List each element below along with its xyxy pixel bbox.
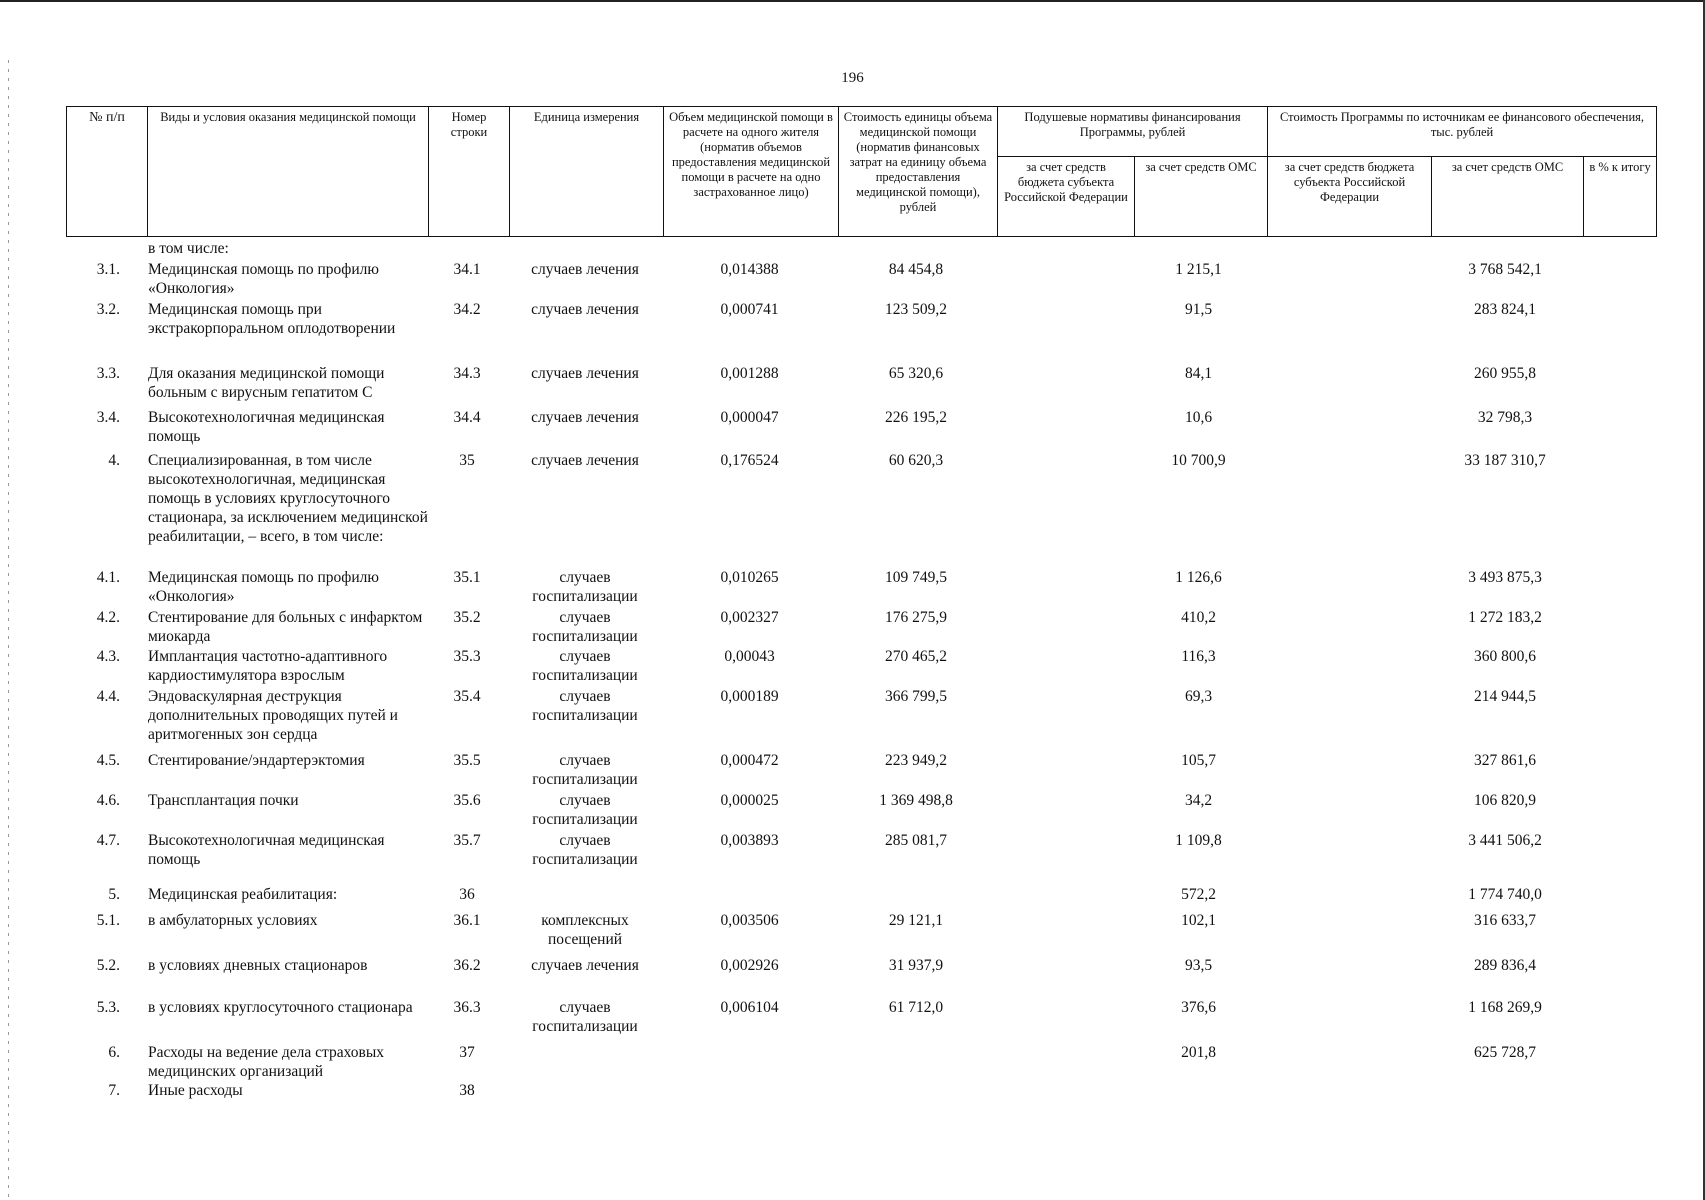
cell-unit: случаев лечения (531, 452, 639, 469)
cell-name: Иные расходы (148, 1082, 243, 1099)
cell-line: 35.7 (453, 832, 481, 849)
cell-name: Специализированная, в том числе высокотехнологичная, медицинская помощь в условиях круглосуточного стационара, за исключением медицинской реабилитации, – всего, в том числе: (148, 452, 428, 545)
cell-prog-oms: 316 633,7 (1474, 912, 1536, 929)
cell-pc-oms: 116,3 (1181, 648, 1216, 665)
cell-volume: 0,014388 (720, 261, 779, 278)
cell-cost: 60 620,3 (888, 452, 944, 469)
subheading: в том числе: (148, 240, 229, 257)
cell-line: 36 (459, 886, 475, 903)
cell-line: 35.2 (453, 609, 481, 626)
cell-name: Трансплантация почки (148, 792, 299, 809)
cell-name: Медицинская реабилитация: (148, 886, 338, 903)
cell-pc-oms: 84,1 (1184, 365, 1213, 382)
header-col-line: Номер строки (429, 107, 510, 237)
cell-unit: случаев госпитализации (532, 609, 638, 645)
cell-prog-oms: 283 824,1 (1474, 301, 1536, 318)
header-col-name: Виды и условия оказания медицинской помощи (148, 107, 429, 237)
cell-pc-oms: 572,2 (1181, 886, 1216, 903)
cell-line: 34.1 (453, 261, 481, 278)
cell-name: Высокотехнологичная медицинская помощь (148, 409, 385, 445)
cell-volume: 0,00043 (724, 648, 775, 665)
cell-unit: случаев госпитализации (532, 792, 638, 828)
cell-num: 5.2. (96, 957, 120, 974)
page-top-edge (0, 0, 1705, 2)
cell-cost: 176 275,9 (885, 609, 947, 626)
cell-line: 34.3 (453, 365, 481, 382)
header-group-per-capita: Подушевые нормативы финансирования Программы, рублей (998, 107, 1268, 157)
cell-num: 3.4. (96, 409, 120, 426)
cell-pc-oms: 102,1 (1181, 912, 1216, 929)
cell-name: в условиях дневных стационаров (148, 957, 368, 974)
cell-num: 4.6. (96, 792, 120, 809)
cell-num: 4.1. (96, 569, 120, 586)
cell-cost: 61 712,0 (888, 999, 944, 1016)
cell-cost: 366 799,5 (885, 688, 947, 705)
cell-volume: 0,176524 (720, 452, 779, 469)
cell-line: 35 (459, 452, 475, 469)
cell-num: 4.2. (96, 609, 120, 626)
cell-pc-oms: 10,6 (1184, 409, 1213, 426)
page-left-edge (8, 60, 9, 1200)
cell-cost: 223 949,2 (885, 752, 947, 769)
cell-num: 5.1. (96, 912, 120, 929)
cell-unit: случаев госпитализации (532, 752, 638, 788)
cell-unit: случаев лечения (531, 261, 639, 278)
cell-pc-oms: 1 215,1 (1175, 261, 1222, 278)
cell-volume: 0,000472 (720, 752, 779, 769)
cell-num: 3.3. (96, 365, 120, 382)
cell-line: 35.5 (453, 752, 481, 769)
cell-num: 3.1. (96, 261, 120, 278)
cell-name: Высокотехнологичная медицинская помощь (148, 832, 385, 868)
cell-pc-oms: 10 700,9 (1171, 452, 1226, 469)
cell-cost: 1 369 498,8 (879, 792, 953, 809)
header-prog-budget: за счет средств бюджета субъекта Российской Федерации (1268, 157, 1432, 237)
cell-prog-oms: 260 955,8 (1474, 365, 1536, 382)
cell-volume: 0,006104 (720, 999, 779, 1016)
cell-pc-oms: 1 126,6 (1175, 569, 1222, 586)
cell-unit: случаев госпитализации (532, 569, 638, 605)
header-pc-budget: за счет средств бюджета субъекта Российской Федерации (998, 157, 1135, 237)
cell-volume: 0,000741 (720, 301, 779, 318)
cell-cost: 270 465,2 (885, 648, 947, 665)
table-header (66, 106, 1657, 237)
cell-num: 7. (108, 1082, 120, 1099)
cell-line: 36.1 (453, 912, 481, 929)
header-group-program-cost: Стоимость Программы по источникам ее финансового обеспечения, тыс. рублей (1268, 107, 1657, 157)
cell-line: 36.3 (453, 999, 481, 1016)
cell-pc-oms: 93,5 (1184, 957, 1213, 974)
cell-num: 3.2. (96, 301, 120, 318)
cell-num: 4. (108, 452, 120, 469)
cell-pc-oms: 69,3 (1184, 688, 1213, 705)
cell-name: Для оказания медицинской помощи больным с вирусным гепатитом С (148, 365, 385, 401)
cell-cost: 65 320,6 (888, 365, 944, 382)
cell-unit: случаев госпитализации (532, 688, 638, 724)
cell-line: 36.2 (453, 957, 481, 974)
cell-name: Имплантация частотно-адаптивного кардиостимулятора взрослым (148, 648, 388, 684)
cell-line: 35.1 (453, 569, 481, 586)
header-prog-pct: в % к итогу (1584, 157, 1657, 237)
cell-line: 34.4 (453, 409, 481, 426)
header-col-cost: Стоимость единицы объема медицинской помощи (норматив финансовых затрат на единицу объема предоставления медицинской помощи), рублей (839, 107, 998, 237)
cell-prog-oms: 360 800,6 (1474, 648, 1536, 665)
cell-pc-oms: 201,8 (1181, 1044, 1216, 1061)
cell-prog-oms: 327 861,6 (1474, 752, 1536, 769)
cell-volume: 0,000047 (720, 409, 779, 426)
cell-pc-oms: 91,5 (1184, 301, 1213, 318)
cell-volume: 0,000189 (720, 688, 779, 705)
cell-unit: комплексных посещений (541, 912, 629, 948)
cell-cost: 123 509,2 (885, 301, 947, 318)
cell-line: 35.3 (453, 648, 481, 665)
cell-prog-oms: 625 728,7 (1474, 1044, 1536, 1061)
cell-pc-oms: 410,2 (1181, 609, 1216, 626)
cell-name: в условиях круглосуточного стационара (148, 999, 413, 1016)
cell-volume: 0,003893 (720, 832, 779, 849)
cell-prog-oms: 106 820,9 (1474, 792, 1536, 809)
cell-num: 5. (108, 886, 120, 903)
cell-volume: 0,002327 (720, 609, 779, 626)
cell-cost: 285 081,7 (885, 832, 947, 849)
header-col-num: № п/п (67, 107, 148, 237)
cell-unit: случаев госпитализации (532, 999, 638, 1035)
cell-volume: 0,010265 (720, 569, 779, 586)
cell-unit: случаев госпитализации (532, 832, 638, 868)
cell-num: 4.3. (96, 648, 120, 665)
header-col-unit: Единица измерения (510, 107, 664, 237)
cell-name: Стентирование/эндартерэктомия (148, 752, 365, 769)
cell-name: в амбулаторных условиях (148, 912, 318, 929)
cell-prog-oms: 214 944,5 (1474, 688, 1536, 705)
header-col-volume: Объем медицинской помощи в расчете на одного жителя (норматив объемов предоставления медицинской помощи в расчете на одно застрахованное лицо) (664, 107, 839, 237)
cell-prog-oms: 32 798,3 (1477, 409, 1533, 426)
cell-prog-oms: 33 187 310,7 (1464, 452, 1546, 469)
cell-unit: случаев лечения (531, 409, 639, 426)
cell-unit: случаев лечения (531, 957, 639, 974)
cell-pc-oms: 34,2 (1184, 792, 1213, 809)
cell-cost: 31 937,9 (888, 957, 944, 974)
cell-unit: случаев лечения (531, 365, 639, 382)
cell-cost: 109 749,5 (885, 569, 947, 586)
cell-name: Медицинская помощь по профилю «Онкология» (148, 261, 379, 297)
cell-prog-oms: 1 272 183,2 (1468, 609, 1542, 626)
page-number: 196 (841, 70, 864, 86)
cell-num: 4.4. (96, 688, 120, 705)
cell-volume: 0,001288 (720, 365, 779, 382)
cell-num: 6. (108, 1044, 120, 1061)
cell-line: 35.6 (453, 792, 481, 809)
cell-line: 35.4 (453, 688, 481, 705)
cell-cost: 29 121,1 (888, 912, 944, 929)
cell-line: 34.2 (453, 301, 481, 318)
cell-unit: случаев лечения (531, 301, 639, 318)
cell-num: 4.7. (96, 832, 120, 849)
cell-line: 37 (459, 1044, 475, 1061)
cell-prog-oms: 3 768 542,1 (1468, 261, 1542, 278)
cell-pc-oms: 105,7 (1181, 752, 1216, 769)
cell-line: 38 (459, 1082, 475, 1099)
cell-prog-oms: 3 441 506,2 (1468, 832, 1542, 849)
cell-volume: 0,003506 (720, 912, 779, 929)
cell-prog-oms: 1 774 740,0 (1468, 886, 1542, 903)
cell-cost: 84 454,8 (888, 261, 944, 278)
cell-prog-oms: 1 168 269,9 (1468, 999, 1542, 1016)
header-pc-oms: за счет средств ОМС (1135, 157, 1268, 237)
cell-num: 4.5. (96, 752, 120, 769)
cell-pc-oms: 1 109,8 (1175, 832, 1222, 849)
cell-cost: 226 195,2 (885, 409, 947, 426)
cell-prog-oms: 3 493 875,3 (1468, 569, 1542, 586)
header-prog-oms: за счет средств ОМС (1432, 157, 1584, 237)
cell-volume: 0,000025 (720, 792, 779, 809)
cell-name: Стентирование для больных с инфарктом миокарда (148, 609, 423, 645)
cell-name: Медицинская помощь при экстракорпоральном оплодотворении (148, 301, 396, 337)
cell-name: Расходы на ведение дела страховых медицинских организаций (148, 1044, 384, 1080)
cell-prog-oms: 289 836,4 (1474, 957, 1536, 974)
cell-volume: 0,002926 (720, 957, 779, 974)
cell-name: Медицинская помощь по профилю «Онкология» (148, 569, 379, 605)
cell-name: Эндоваскулярная деструкция дополнительных проводящих путей и аритмогенных зон сердца (148, 688, 398, 743)
cell-unit: случаев госпитализации (532, 648, 638, 684)
cell-pc-oms: 376,6 (1181, 999, 1216, 1016)
cell-num: 5.3. (96, 999, 120, 1016)
